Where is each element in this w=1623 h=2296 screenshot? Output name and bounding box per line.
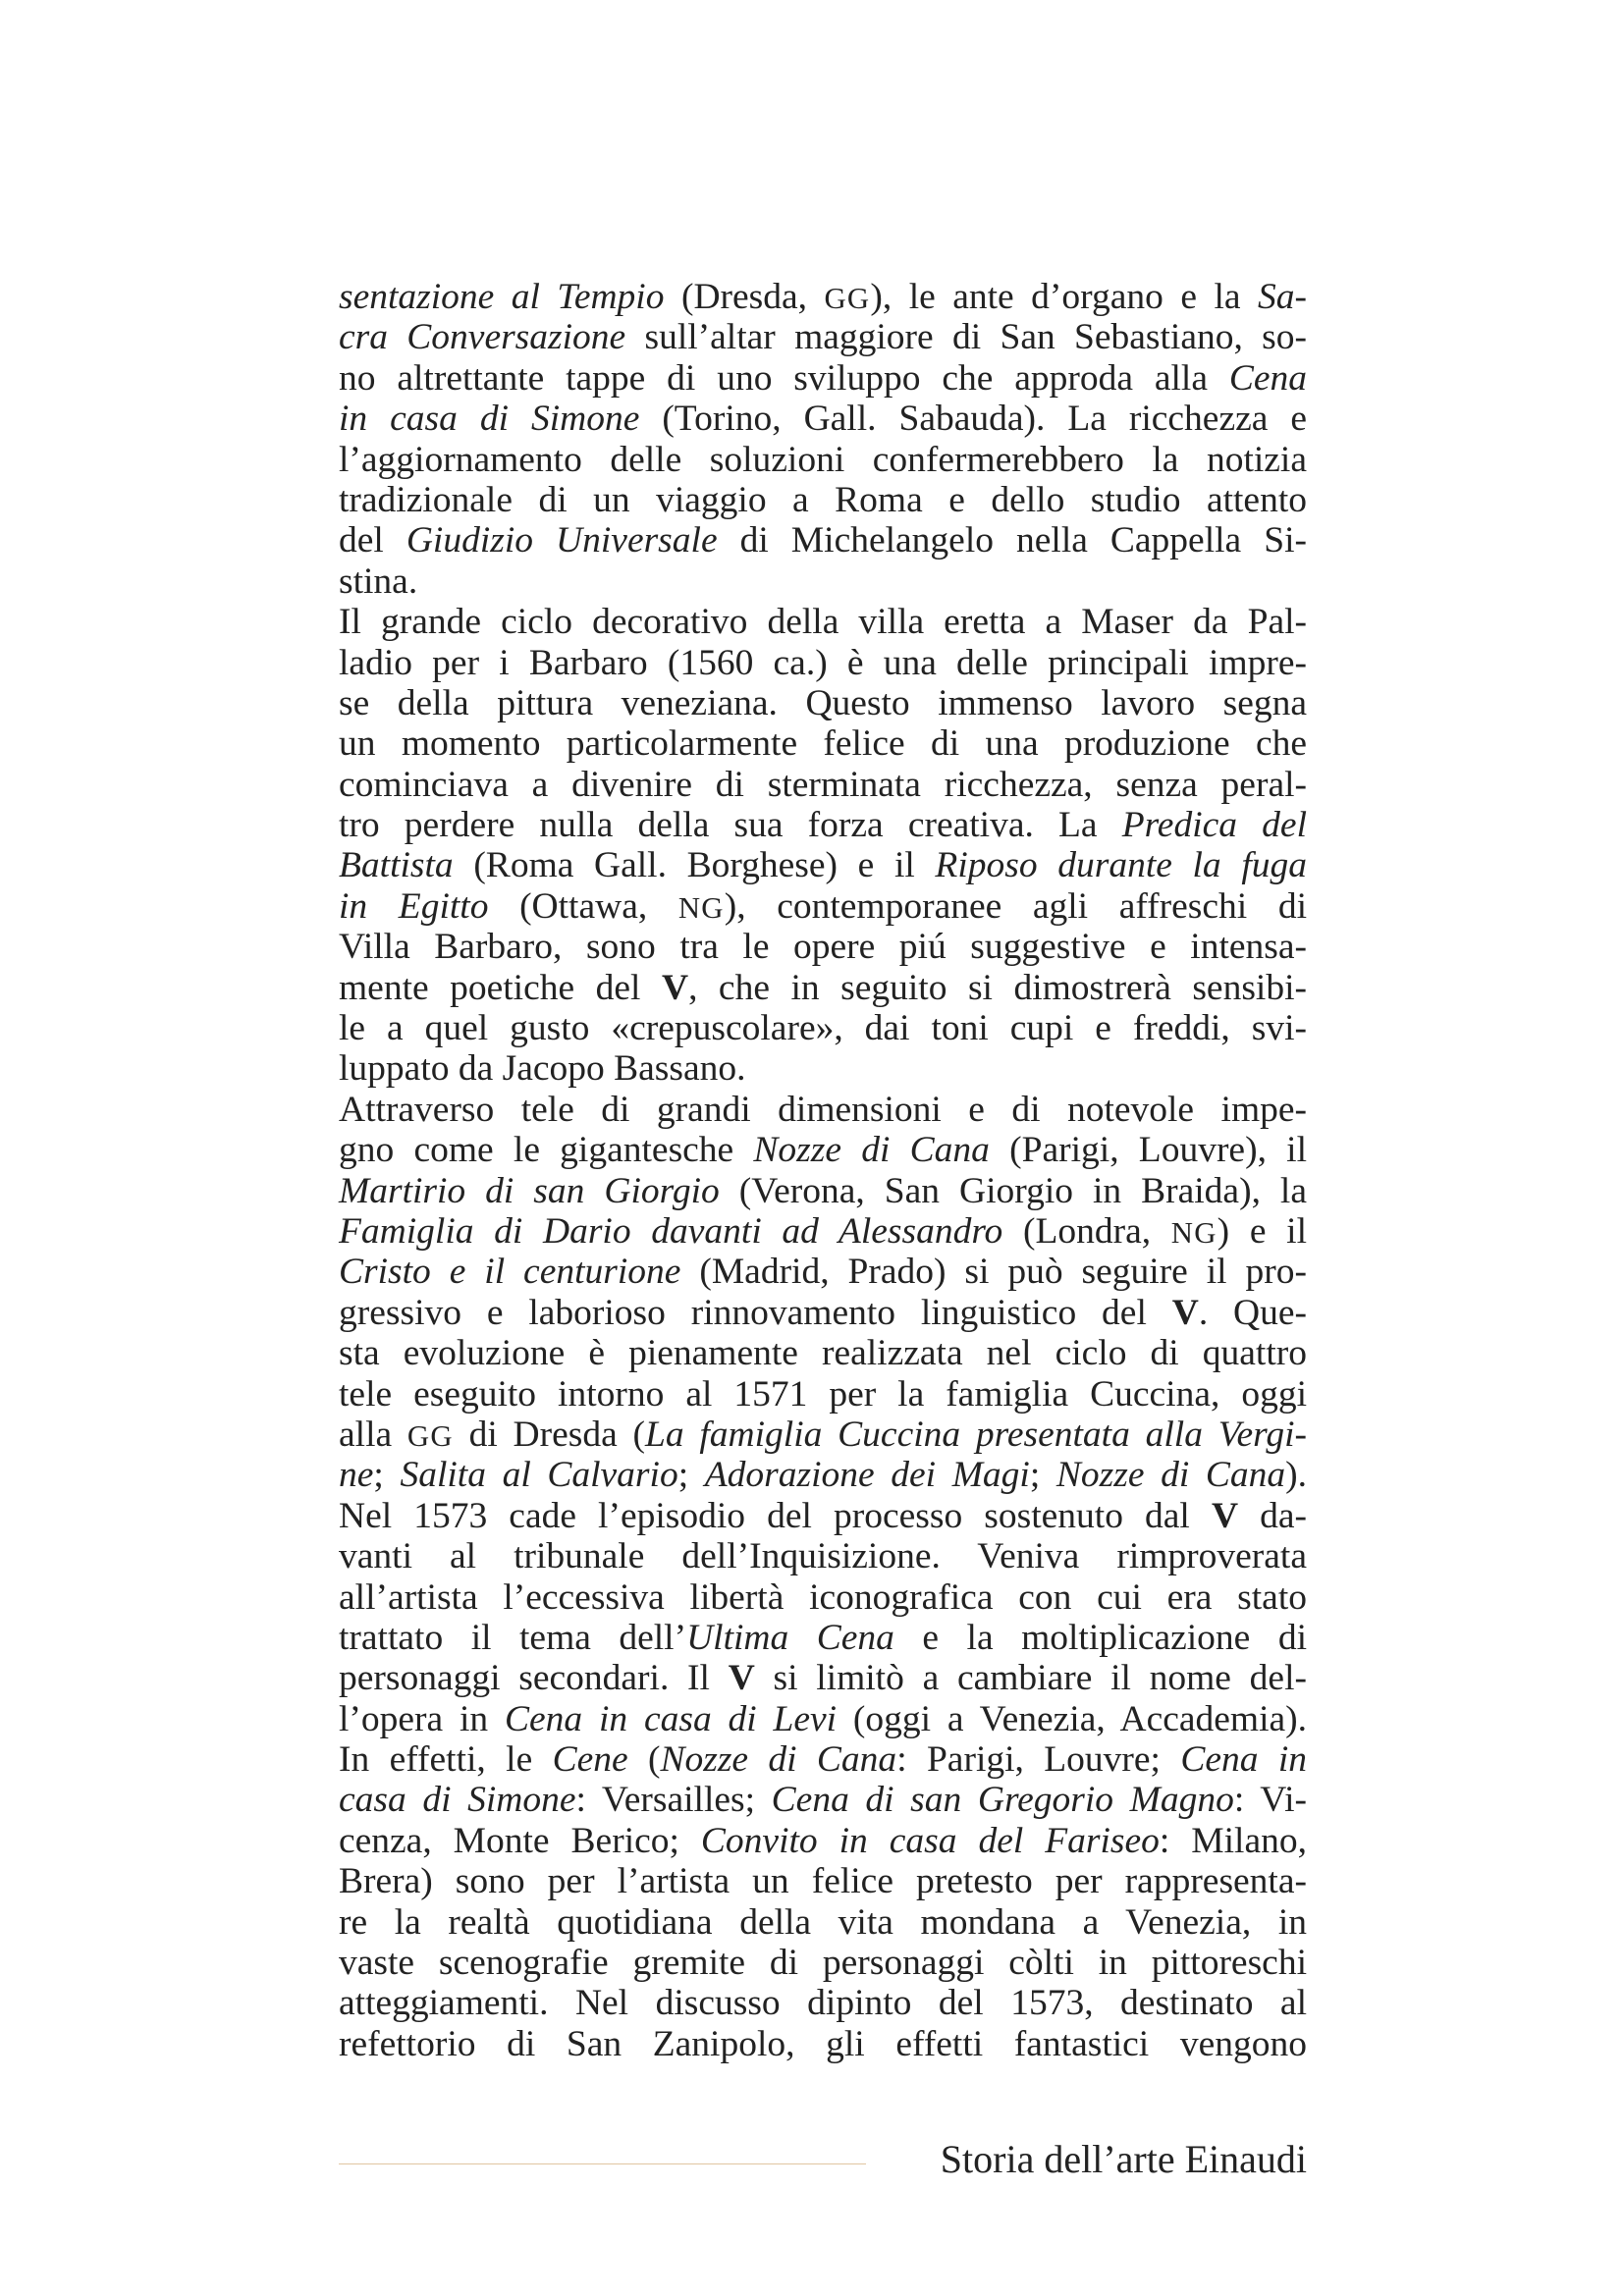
text-run: Attraverso tele di grandi dimensioni e di notevole impe- <box>339 1089 1307 1130</box>
text-line <box>339 723 1307 764</box>
text-run: Brera) sono per l’artista un felice pretesto per rappresenta- <box>339 1861 1307 1902</box>
text-line <box>339 1252 1307 1292</box>
text-line <box>339 1902 1307 1943</box>
text-run: : Parigi, Louvre; <box>896 1739 1181 1781</box>
text-run: Riposo durante la fuga <box>935 845 1307 886</box>
text-run: ne <box>339 1455 374 1496</box>
text-run: re la realtà quotidiana della vita mondana a Venezia, in <box>339 1901 1307 1943</box>
text-line <box>339 1658 1307 1698</box>
text-run: mente poetiche del <box>339 967 662 1008</box>
text-run: Convito in casa del Fariseo <box>700 1820 1160 1861</box>
text-line <box>339 845 1307 885</box>
text-run: le a quel gusto «crepuscolare», dai toni cupi e freddi, svi- <box>339 1008 1307 1049</box>
text-run: Ultima Cena <box>686 1617 894 1658</box>
text-run: l’opera in <box>339 1698 505 1739</box>
text-line <box>339 399 1307 439</box>
text-run: Il grande ciclo decorativo della villa eretta a Maser da Pal- <box>339 602 1307 643</box>
text-run: ; <box>373 1455 401 1496</box>
text-run: V <box>728 1658 755 1699</box>
text-run: cominciava a divenire di sterminata ricchezza, senza peral- <box>339 764 1307 805</box>
text-run: luppato da Jacopo Bassano. <box>339 1048 746 1090</box>
text-run: Famiglia di Dario davanti ad Alessandro <box>339 1210 1003 1252</box>
text-run: (Ottawa, <box>488 885 678 927</box>
text-run: (Londra, <box>1002 1210 1171 1252</box>
text-run: del <box>339 520 406 561</box>
text-run: ). <box>1285 1455 1308 1496</box>
article-body <box>339 277 1307 2064</box>
text-run: Cene <box>552 1739 628 1781</box>
text-run: ), le ante d’organo e la <box>870 277 1258 317</box>
text-line <box>339 1699 1307 1739</box>
text-line <box>339 1171 1307 1211</box>
text-line <box>339 927 1307 967</box>
text-run: V <box>1211 1495 1239 1536</box>
text-run: Salita al Calvario <box>400 1455 678 1496</box>
text-run: casa di Simone <box>339 1780 576 1821</box>
text-line <box>339 480 1307 520</box>
text-line <box>339 1455 1307 1495</box>
text-run: sta evoluzione è pienamente realizzata nel ciclo di quattro <box>339 1333 1307 1374</box>
text-run: GG <box>824 282 871 315</box>
text-line <box>339 561 1307 602</box>
text-line <box>339 886 1307 927</box>
text-run: stina. <box>339 561 418 602</box>
text-run: (Madrid, Prado) si può seguire il pro- <box>680 1252 1307 1293</box>
text-run: all’artista l’eccessiva libertà iconografica con cui era stato <box>339 1576 1307 1618</box>
text-line <box>339 1739 1307 1780</box>
text-line <box>339 1983 1307 2023</box>
text-run: (oggi a Venezia, Accademia). <box>837 1698 1307 1739</box>
text-run: cenza, Monte Berico; <box>339 1820 701 1861</box>
text-run: Villa Barbaro, sono tra le opere piú suggestive e intensa- <box>339 927 1307 968</box>
text-run: in Egitto <box>339 885 489 927</box>
text-run: NG <box>677 890 725 925</box>
text-line <box>339 1130 1307 1170</box>
text-line <box>339 440 1307 480</box>
text-line <box>339 1048 1307 1089</box>
text-run: Nozze di Cana <box>660 1739 897 1781</box>
text-line <box>339 1333 1307 1373</box>
text-run: (Parigi, Louvre), il <box>989 1130 1307 1171</box>
text-run: Adorazione dei Magi <box>704 1455 1030 1496</box>
text-run: In effetti, le <box>339 1739 553 1781</box>
text-run: Giudizio Universale <box>406 520 718 561</box>
text-run: atteggiamenti. Nel discusso dipinto del 1573, destinato al <box>339 1983 1307 2024</box>
text-line <box>339 1536 1307 1576</box>
text-run: Nel 1573 cade l’episodio del processo sostenuto dal <box>339 1495 1212 1536</box>
text-line <box>339 1780 1307 1820</box>
page-footer <box>339 2132 1307 2191</box>
text-line <box>339 1415 1307 1455</box>
footer-title: Storia dell’arte Einaudi <box>940 2137 1307 2181</box>
text-run: V <box>1171 1292 1199 1333</box>
text-run: e la moltiplicazione di <box>893 1617 1307 1658</box>
text-run: . Que- <box>1198 1292 1307 1333</box>
text-run: sull’altar maggiore di San Sebastiano, so- <box>625 317 1307 358</box>
text-run: ( <box>627 1739 661 1781</box>
text-run: da- <box>1238 1495 1307 1536</box>
text-run: Predica del <box>1121 805 1307 846</box>
text-run: trattato il tema dell’ <box>339 1617 687 1658</box>
text-run: Cena di san Gregorio Magno <box>771 1780 1234 1821</box>
text-run: NG <box>1170 1215 1217 1250</box>
text-line <box>339 520 1307 561</box>
text-run: gno come le gigantesche <box>339 1130 754 1171</box>
text-line <box>339 1577 1307 1618</box>
text-run: vaste scenografie gremite di personaggi còlti in pittoreschi <box>339 1943 1307 1984</box>
text-run: (Dresda, <box>664 277 825 317</box>
text-line <box>339 317 1307 357</box>
text-run: tro perdere nulla della sua forza creativa. La <box>339 805 1122 846</box>
text-run: di Dresda ( <box>453 1414 645 1455</box>
text-run: ), contemporanee agli affreschi di <box>724 885 1307 927</box>
text-run: cra Conversazione <box>339 317 626 358</box>
text-run: personaggi secondari. Il <box>339 1658 729 1699</box>
text-run: Cristo e il centurione <box>339 1252 681 1293</box>
text-run: in casa di Simone <box>339 399 640 440</box>
text-run: (Torino, Gall. Sabauda). La ricchezza e <box>639 399 1307 440</box>
text-line <box>339 358 1307 399</box>
text-run: gressivo e laborioso rinnovamento linguistico del <box>339 1292 1172 1333</box>
text-line <box>339 277 1307 317</box>
text-line <box>339 1374 1307 1415</box>
text-run: : Milano, <box>1159 1820 1307 1861</box>
text-run: (Roma Gall. Borghese) e il <box>453 845 936 886</box>
text-line <box>339 1943 1307 1983</box>
footer-rule <box>339 2163 866 2164</box>
text-run: Martirio di san Giorgio <box>339 1170 720 1211</box>
text-run: (Verona, San Giorgio in Braida), la <box>719 1170 1307 1211</box>
text-line <box>339 1211 1307 1252</box>
text-line <box>339 1861 1307 1901</box>
text-run: : Versailles; <box>575 1780 772 1821</box>
text-run: refettorio di San Zanipolo, gli effetti fantastici vengono <box>339 2023 1307 2064</box>
text-run: vanti al tribunale dell’Inquisizione. Veniva rimproverata <box>339 1536 1307 1577</box>
text-line <box>339 643 1307 683</box>
text-run: Battista <box>339 845 454 886</box>
text-run: si limitò a cambiare il nome del- <box>754 1658 1307 1699</box>
text-run: ; <box>1029 1455 1056 1496</box>
text-run: Sa- <box>1257 277 1307 317</box>
text-run: , che in seguito si dimostrerà sensibi- <box>688 967 1307 1008</box>
text-run: no altrettante tappe di uno sviluppo che approda alla <box>339 357 1229 399</box>
text-run: La famiglia Cuccina presentata alla Vergi- <box>645 1414 1307 1455</box>
text-run: alla <box>339 1414 407 1455</box>
text-run: ) e il <box>1217 1210 1307 1252</box>
text-run: l’aggiornamento delle soluzioni confermerebbero la notizia <box>339 439 1307 480</box>
text-line <box>339 1008 1307 1048</box>
text-run: tele eseguito intorno al 1571 per la famiglia Cuccina, oggi <box>339 1373 1307 1415</box>
text-line <box>339 805 1307 845</box>
text-run: Nozze di Cana <box>753 1130 990 1171</box>
text-run: Nozze di Cana <box>1055 1455 1286 1496</box>
text-line <box>339 1821 1307 1861</box>
text-run: tradizionale di un viaggio a Roma e dello studio attento <box>339 479 1307 520</box>
text-run: Cena <box>1228 357 1307 399</box>
text-run: un momento particolarmente felice di una produzione che <box>339 723 1307 765</box>
text-line <box>339 1618 1307 1658</box>
text-run: Cena in casa di Levi <box>505 1698 838 1739</box>
text-run: ladio per i Barbaro (1560 ca.) è una delle principali impre- <box>339 642 1307 683</box>
text-run: GG <box>406 1418 454 1453</box>
text-line <box>339 1090 1307 1130</box>
text-run: di Michelangelo nella Cappella Si- <box>717 520 1307 561</box>
text-run: se della pittura veneziana. Questo immenso lavoro segna <box>339 682 1307 723</box>
text-line <box>339 683 1307 723</box>
text-run: ; <box>677 1455 705 1496</box>
text-run: Cena in <box>1180 1739 1307 1781</box>
text-line <box>339 1496 1307 1536</box>
text-line <box>339 765 1307 805</box>
text-line <box>339 2024 1307 2064</box>
text-run: : Vi- <box>1233 1780 1307 1821</box>
text-line <box>339 1293 1307 1333</box>
text-run: sentazione al Tempio <box>339 277 665 317</box>
text-line <box>339 602 1307 642</box>
text-run: V <box>661 967 689 1008</box>
text-line <box>339 968 1307 1008</box>
